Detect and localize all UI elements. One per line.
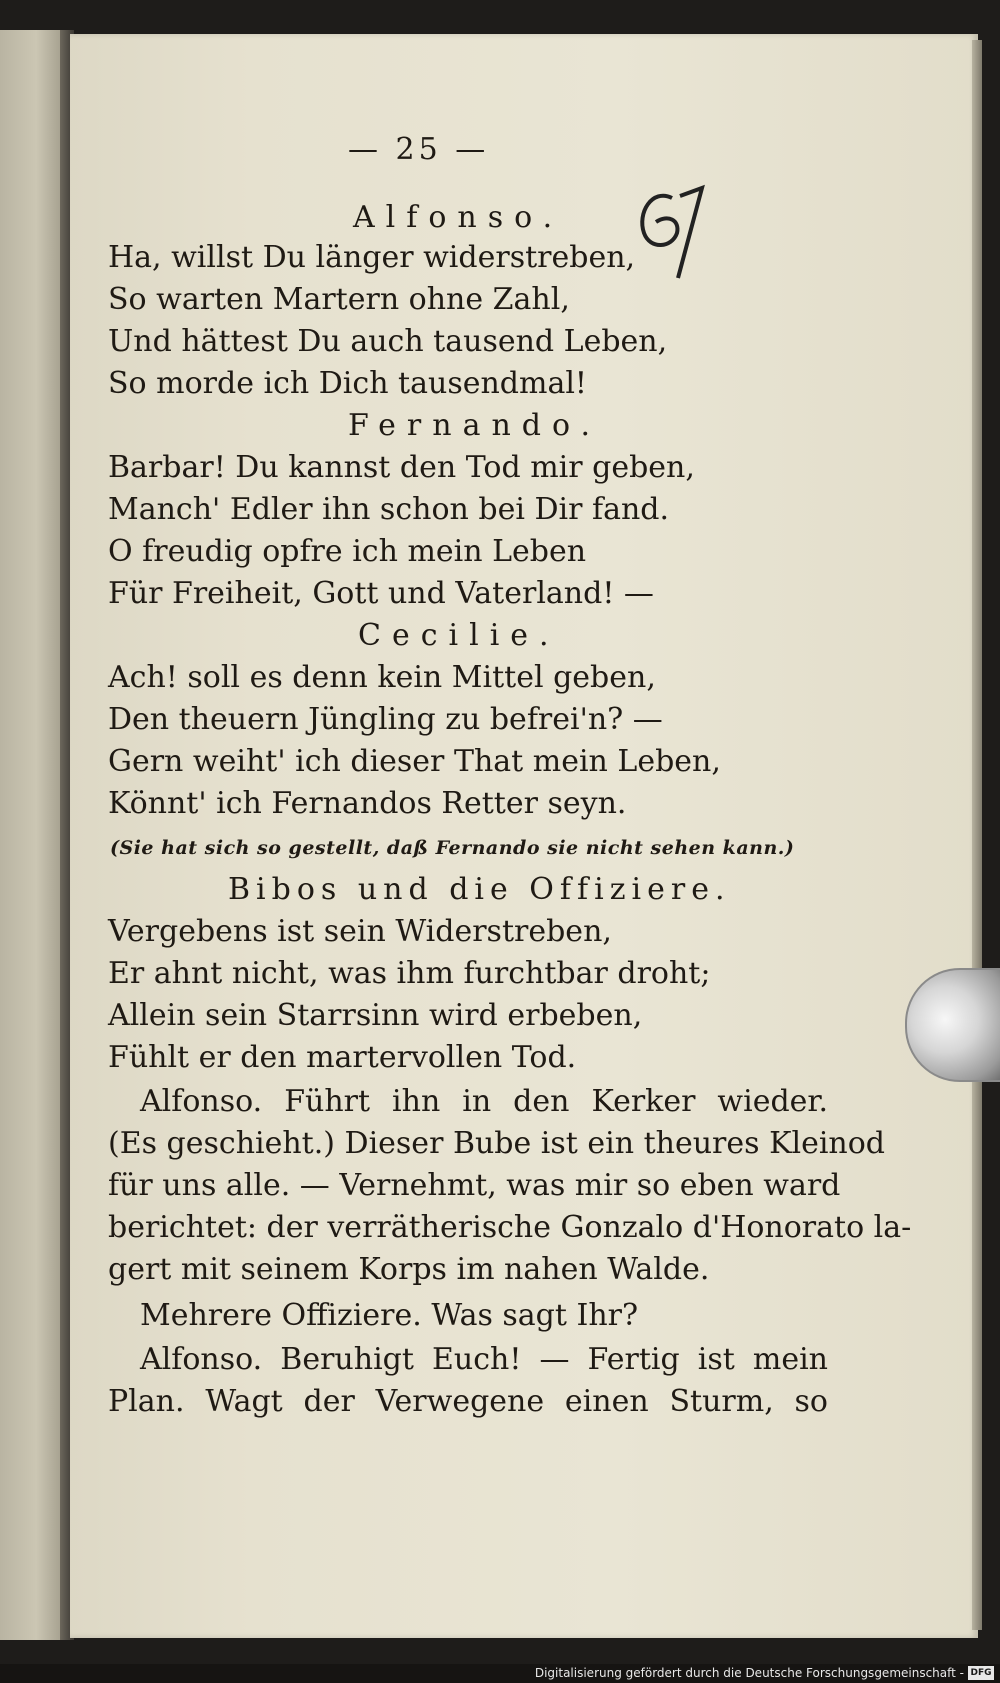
verse-line: Barbar! Du kannst den Tod mir geben, xyxy=(108,450,695,485)
verse-line: Fühlt er den martervollen Tod. xyxy=(108,1040,577,1075)
verse-line: O freudig opfre ich mein Leben xyxy=(108,534,587,569)
verse-line: Den theuern Jüngling zu befrei'n? — xyxy=(108,702,663,737)
speaker-cecilie: Cecilie. xyxy=(358,618,560,653)
digitization-credit: Digitalisierung gefördert durch die Deutsche Forschungsgemeinschaft - xyxy=(534,1666,964,1680)
speaker-bibos-offiziere: Bibos und die Offiziere. xyxy=(228,872,731,907)
speaker-alfonso: Alfonso. xyxy=(353,200,564,235)
verse-line: Allein sein Starrsinn wird erbeben, xyxy=(108,998,643,1033)
margin-annotation xyxy=(632,178,722,298)
verse-line: Und hättest Du auch tausend Leben, xyxy=(108,324,668,359)
dfg-logo: DFG xyxy=(968,1666,994,1680)
prose-line: Alfonso. Führt ihn in den Kerker wieder. xyxy=(140,1084,828,1119)
prose-line: für uns alle. — Vernehmt, was mir so eben ward xyxy=(108,1168,841,1203)
verse-line: Ach! soll es denn kein Mittel geben, xyxy=(108,660,656,695)
verse-line: So warten Martern ohne Zahl, xyxy=(108,282,570,317)
verse-line: Gern weiht' ich dieser That mein Leben, xyxy=(108,744,721,779)
prose-line: Alfonso. Beruhigt Euch! — Fertig ist mein xyxy=(140,1342,828,1377)
page-number: — 25 — xyxy=(348,132,490,167)
verse-line: Ha, willst Du länger widerstreben, xyxy=(108,240,636,275)
verse-line: Er ahnt nicht, was ihm furchtbar droht; xyxy=(108,956,711,991)
speaker-fernando: Fernando. xyxy=(348,408,602,443)
page-turn-thumb-tab[interactable] xyxy=(905,968,1000,1082)
prose-line: gert mit seinem Korps im nahen Walde. xyxy=(108,1252,710,1287)
previous-page-edge xyxy=(0,30,66,1640)
verse-line: Könnt' ich Fernandos Retter seyn. xyxy=(108,786,627,821)
verse-line: So morde ich Dich tausendmal! xyxy=(108,366,587,401)
speaker-line-mehrere-offiziere: Mehrere Offiziere. Was sagt Ihr? xyxy=(140,1298,639,1333)
verse-line: Für Freiheit, Gott und Vaterland! — xyxy=(108,576,654,611)
prose-line: Plan. Wagt der Verwegene einen Sturm, so xyxy=(108,1384,828,1419)
prose-line: berichtet: der verrätherische Gonzalo d'Honorato la- xyxy=(108,1210,912,1245)
prose-line: (Es geschieht.) Dieser Bube ist ein theures Kleinod xyxy=(108,1126,886,1161)
page-right-edge xyxy=(972,40,982,1630)
verse-line: Manch' Edler ihn schon bei Dir fand. xyxy=(108,492,670,527)
margin-annotation-text: 61 xyxy=(632,296,634,297)
stage-direction: (Sie hat sich so gestellt, daß Fernando sie nicht sehen kann.) xyxy=(110,837,795,859)
verse-line: Vergebens ist sein Widerstreben, xyxy=(108,914,612,949)
